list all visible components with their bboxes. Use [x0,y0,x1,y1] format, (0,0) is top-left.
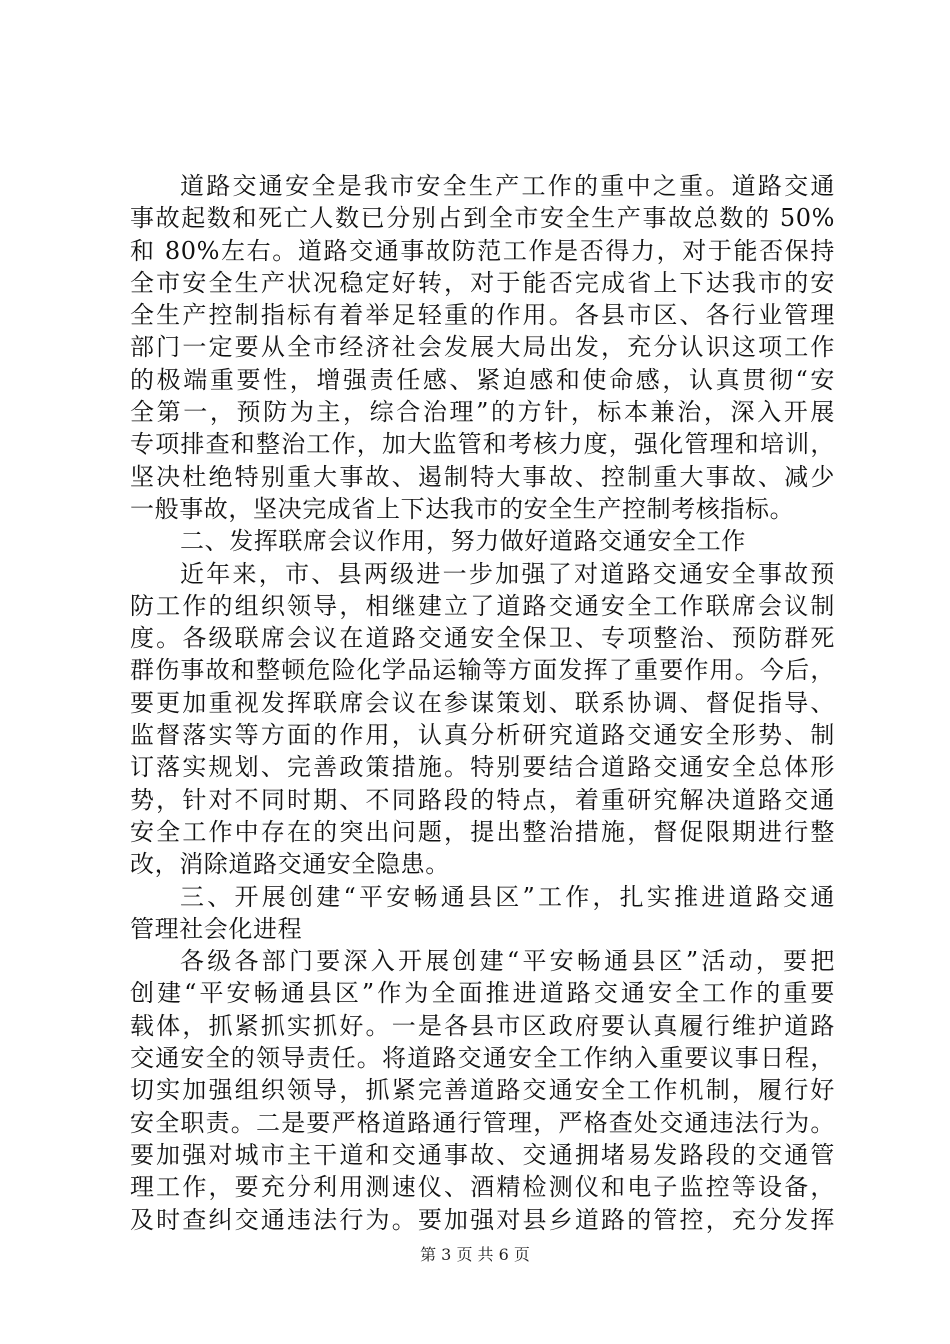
text-line: 及时查纠交通违法行为。要加强对县乡道路的管控，充分发挥 [130,1205,835,1234]
text-line: 订落实规划、完善政策措施。特别要结合道路交通安全总体形 [130,753,835,782]
text-line: 改，消除道路交通安全隐患。 [130,850,450,879]
text-line: 理工作，要充分利用测速仪、酒精检测仪和电子监控等设备， [130,1173,835,1202]
text-line: 和 80%左右。道路交通事故防范工作是否得力，对于能否保持 [130,236,835,265]
text-line: 一般事故，坚决完成省上下达我市的安全生产控制考核指标。 [130,494,795,523]
text-line: 要更加重视发挥联席会议在参谋策划、联系协调、督促指导、 [130,688,835,717]
document-body [130,170,835,1236]
text-line: 载体，抓紧抓实抓好。一是各县市区政府要认真履行维护道路 [130,1011,835,1040]
text-line: 的极端重要性，增强责任感、紧迫感和使命感，认真贯彻“安 [130,365,835,394]
text-line: 坚决杜绝特别重大事故、遏制特大事故、控制重大事故、减少 [130,462,835,491]
text-line: 全生产控制指标有着举足轻重的作用。各县市区、各行业管理 [130,301,835,330]
text-line: 管理社会化进程 [130,914,303,943]
text-line: 全第一，预防为主，综合治理”的方针，标本兼治，深入开展 [130,398,835,427]
text-line: 切实加强组织领导，抓紧完善道路交通安全工作机制，履行好 [130,1076,835,1105]
text-line: 要加强对城市主干道和交通事故、交通拥堵易发路段的交通管 [130,1140,835,1169]
text-line: 专项排查和整治工作，加大监管和考核力度，强化管理和培训， [130,430,835,459]
text-line: 部门一定要从全市经济社会发展大局出发，充分认识这项工作 [130,333,835,362]
text-line: 安全工作中存在的突出问题，提出整治措施，督促限期进行整 [130,817,835,846]
text-line: 群伤事故和整顿危险化学品运输等方面发挥了重要作用。今后， [130,656,835,685]
text-line: 三、开展创建“平安畅通县区”工作，扎实推进道路交通 [180,882,835,911]
text-line: 创建“平安畅通县区”作为全面推进道路交通安全工作的重要 [130,979,835,1008]
text-line: 各级各部门要深入开展创建“平安畅通县区”活动，要把 [180,947,835,976]
text-line: 监督落实等方面的作用，认真分析研究道路交通安全形势、制 [130,721,835,750]
page-footer [0,1242,950,1265]
text-line: 交通安全的领导责任。将道路交通安全工作纳入重要议事日程， [130,1044,835,1073]
text-line: 安全职责。二是要严格道路通行管理，严格查处交通违法行为。 [130,1108,835,1137]
text-line: 二、发挥联席会议作用，努力做好道路交通安全工作 [180,527,746,556]
text-line: 势，针对不同时期、不同路段的特点，着重研究解决道路交通 [130,785,835,814]
text-line: 事故起数和死亡人数已分别占到全市安全生产事故总数的 50% [130,204,835,233]
text-line: 防工作的组织领导，相继建立了道路交通安全工作联席会议制 [130,591,835,620]
page-number-label: 第 3 页 共 6 页 [420,1245,530,1264]
text-line: 全市安全生产状况稳定好转，对于能否完成省上下达我市的安 [130,268,835,297]
text-line: 近年来，市、县两级进一步加强了对道路交通安全事故预 [180,559,835,588]
text-line: 道路交通安全是我市安全生产工作的重中之重。道路交通 [180,172,835,200]
text-line: 度。各级联席会议在道路交通安全保卫、专项整治、预防群死 [130,624,835,653]
